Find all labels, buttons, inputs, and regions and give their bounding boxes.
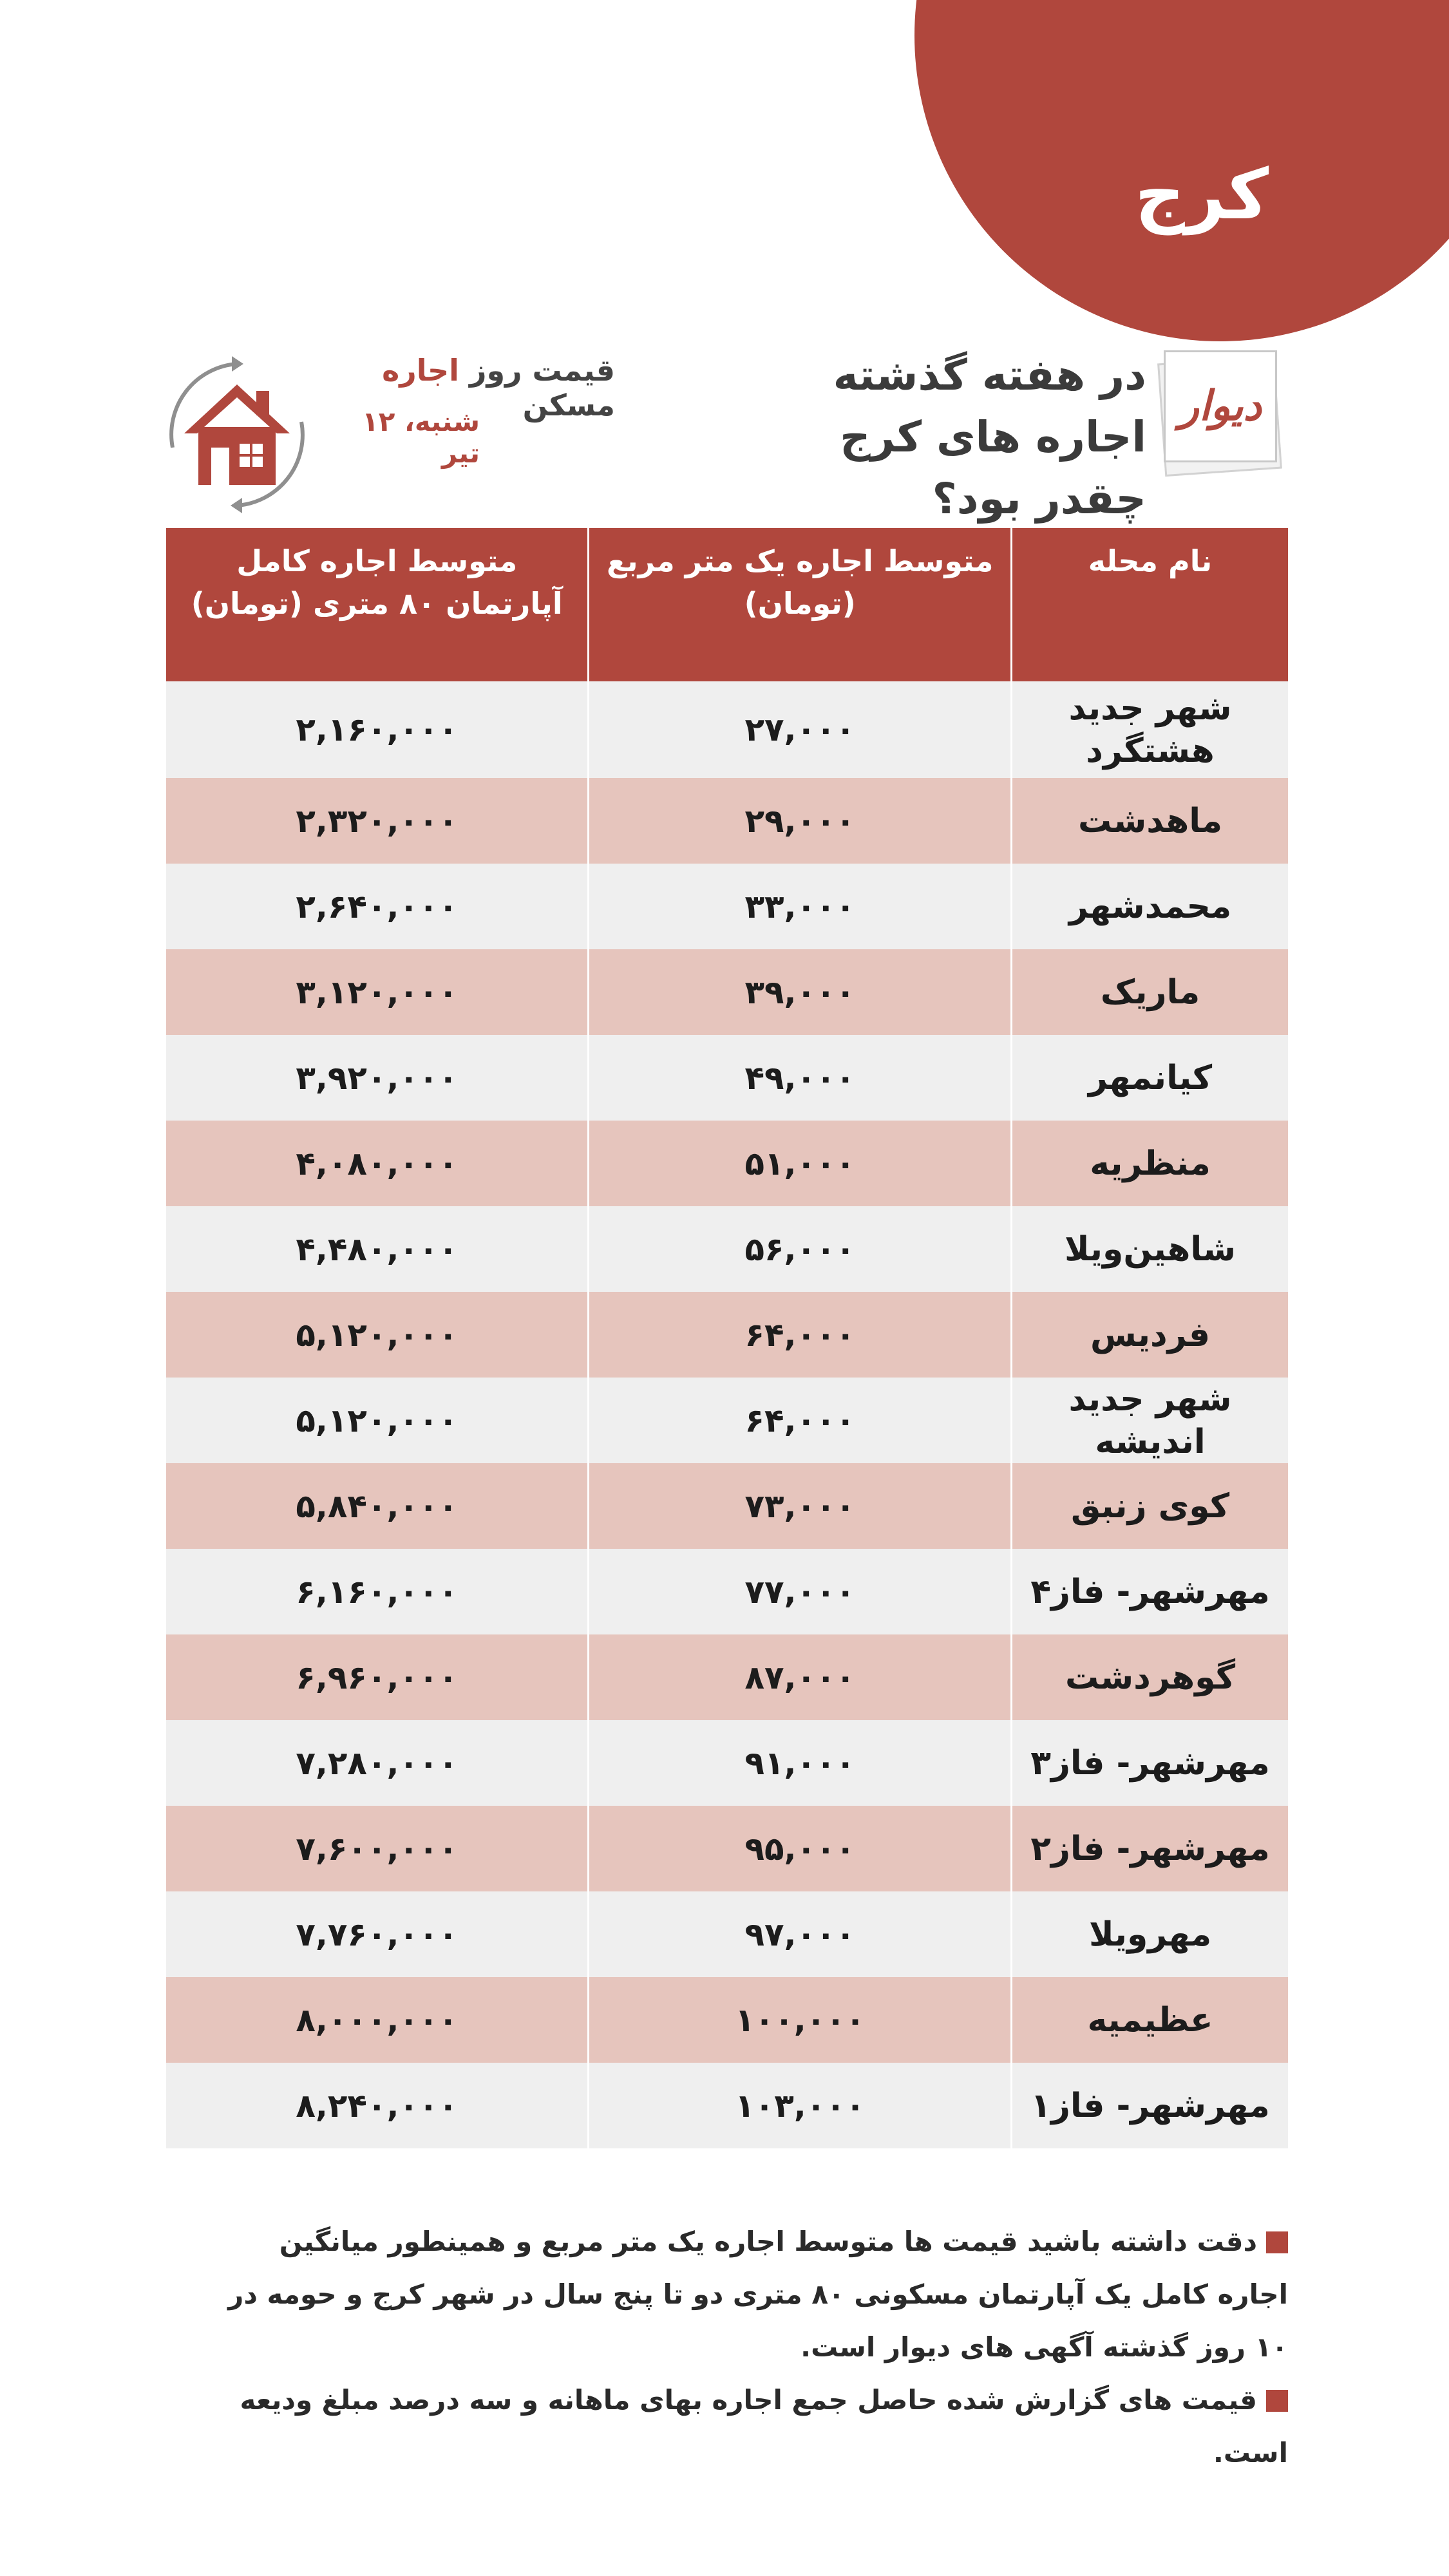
price-per-sqm-cell: ۳۳,۰۰۰: [589, 864, 1012, 949]
neighborhood-cell: ماهدشت: [1012, 778, 1288, 864]
note-text: دقت داشته باشید قیمت ها متوسط اجاره یک متر مربع و همینطور میانگین اجاره کامل یک آپارتمان مسکونی ۸۰ متری دو تا پنج سال در شهر کرج و حومه در ۱۰ روز گذشته آگهی های دیوار است.: [228, 2226, 1288, 2363]
neighborhood-cell: مهرشهر- فاز۲: [1012, 1806, 1288, 1891]
note-item: [206, 2215, 1288, 2374]
table-body: [166, 681, 1288, 2148]
price-full-cell: ۵,۸۴۰,۰۰۰: [166, 1463, 589, 1549]
price-per-sqm-cell: ۴۹,۰۰۰: [589, 1035, 1012, 1121]
table-row: [166, 1463, 1288, 1549]
price-per-sqm-cell: ۱۰۳,۰۰۰: [589, 2063, 1012, 2148]
note-bullet: [1266, 2231, 1288, 2253]
neighborhood-cell: منظریه: [1012, 1121, 1288, 1206]
neighborhood-cell: مهرویلا: [1012, 1891, 1288, 1977]
price-per-sqm-cell: ۸۷,۰۰۰: [589, 1634, 1012, 1720]
rent-info-highlight: اجاره: [382, 353, 459, 388]
table-row: [166, 681, 1288, 778]
price-full-cell: ۲,۱۶۰,۰۰۰: [166, 681, 589, 778]
neighborhood-cell: ماریک: [1012, 949, 1288, 1035]
price-per-sqm-cell: ۷۷,۰۰۰: [589, 1549, 1012, 1634]
table-row: [166, 1549, 1288, 1634]
note-bullet: [1266, 2390, 1288, 2412]
price-full-cell: ۷,۶۰۰,۰۰۰: [166, 1806, 589, 1891]
table-row: [166, 1634, 1288, 1720]
header-price-full-apartment: متوسط اجاره کامل آپارتمان ۸۰ متری (تومان): [166, 528, 589, 681]
neighborhood-cell: محمدشهر: [1012, 864, 1288, 949]
price-full-cell: ۴,۰۸۰,۰۰۰: [166, 1121, 589, 1206]
table-row: [166, 1206, 1288, 1292]
rent-info-suffix: مسکن: [522, 388, 615, 422]
table-row: [166, 864, 1288, 949]
table-row: [166, 1977, 1288, 2063]
price-per-sqm-cell: ۹۷,۰۰۰: [589, 1891, 1012, 1977]
neighborhood-cell: فردیس: [1012, 1292, 1288, 1378]
neighborhood-cell: گوهردشت: [1012, 1634, 1288, 1720]
table-row: [166, 1121, 1288, 1206]
price-per-sqm-cell: ۵۶,۰۰۰: [589, 1206, 1012, 1292]
header-neighborhood: نام محله: [1012, 528, 1288, 681]
price-full-cell: ۷,۲۸۰,۰۰۰: [166, 1720, 589, 1806]
price-per-sqm-cell: ۶۴,۰۰۰: [589, 1378, 1012, 1463]
neighborhood-cell: مهرشهر- فاز۱: [1012, 2063, 1288, 2148]
rent-info-date: شنبه، ۱۲ تیر: [362, 406, 480, 469]
price-per-sqm-cell: ۶۴,۰۰۰: [589, 1292, 1012, 1378]
price-per-sqm-cell: ۹۵,۰۰۰: [589, 1806, 1012, 1891]
logo-sheet: [1164, 350, 1277, 462]
neighborhood-cell: کوی زنبق: [1012, 1463, 1288, 1549]
price-per-sqm-cell: ۲۹,۰۰۰: [589, 778, 1012, 864]
rent-info-prefix: قیمت روز: [469, 353, 615, 388]
price-per-sqm-cell: ۲۷,۰۰۰: [589, 681, 1012, 778]
neighborhood-cell: مهرشهر- فاز۳: [1012, 1720, 1288, 1806]
price-full-cell: ۵,۱۲۰,۰۰۰: [166, 1378, 589, 1463]
headline: در هفته گذشته اجاره های کرج چقدر بود؟: [833, 350, 1146, 524]
table-header-row: [166, 528, 1288, 681]
price-full-cell: ۶,۱۶۰,۰۰۰: [166, 1549, 589, 1634]
table-row: [166, 1035, 1288, 1121]
price-full-cell: ۸,۲۴۰,۰۰۰: [166, 2063, 589, 2148]
neighborhood-cell: شاهین‌ویلا: [1012, 1206, 1288, 1292]
table-row: [166, 1806, 1288, 1891]
price-full-cell: ۸,۰۰۰,۰۰۰: [166, 1977, 589, 2063]
neighborhood-cell: شهر جدید هشتگرد: [1012, 681, 1288, 778]
table-row: [166, 2063, 1288, 2148]
price-per-sqm-cell: ۹۱,۰۰۰: [589, 1720, 1012, 1806]
table-row: [166, 1891, 1288, 1977]
price-per-sqm-cell: ۳۹,۰۰۰: [589, 949, 1012, 1035]
neighborhood-cell: شهر جدید اندیشه: [1012, 1378, 1288, 1463]
logo-text: دیوار: [1179, 383, 1262, 430]
price-full-cell: ۴,۴۸۰,۰۰۰: [166, 1206, 589, 1292]
price-full-cell: ۲,۶۴۰,۰۰۰: [166, 864, 589, 949]
table-row: [166, 1292, 1288, 1378]
rent-table: [166, 528, 1288, 2148]
price-full-cell: ۳,۱۲۰,۰۰۰: [166, 949, 589, 1035]
table-row: [166, 1378, 1288, 1463]
price-full-cell: ۷,۷۶۰,۰۰۰: [166, 1891, 589, 1977]
price-full-cell: ۵,۱۲۰,۰۰۰: [166, 1292, 589, 1378]
divar-logo: [1156, 348, 1285, 473]
neighborhood-cell: کیانمهر: [1012, 1035, 1288, 1121]
header-price-per-sqm: متوسط اجاره یک متر مربع (تومان): [589, 528, 1012, 681]
price-full-cell: ۶,۹۶۰,۰۰۰: [166, 1634, 589, 1720]
table-row: [166, 1720, 1288, 1806]
table-row: [166, 949, 1288, 1035]
house-icon: [160, 351, 314, 518]
price-full-cell: ۳,۹۲۰,۰۰۰: [166, 1035, 589, 1121]
notes: [206, 2215, 1288, 2479]
city-title: کرج: [1135, 155, 1269, 235]
price-full-cell: ۲,۳۲۰,۰۰۰: [166, 778, 589, 864]
note-item: [206, 2374, 1288, 2479]
price-per-sqm-cell: ۱۰۰,۰۰۰: [589, 1977, 1012, 2063]
table-row: [166, 778, 1288, 864]
price-per-sqm-cell: ۵۱,۰۰۰: [589, 1121, 1012, 1206]
neighborhood-cell: عظیمیه: [1012, 1977, 1288, 2063]
note-text: قیمت های گزارش شده حاصل جمع اجاره بهای ماهانه و سه درصد مبلغ ودیعه است.: [240, 2384, 1288, 2468]
neighborhood-cell: مهرشهر- فاز۴: [1012, 1549, 1288, 1634]
price-per-sqm-cell: ۷۳,۰۰۰: [589, 1463, 1012, 1549]
